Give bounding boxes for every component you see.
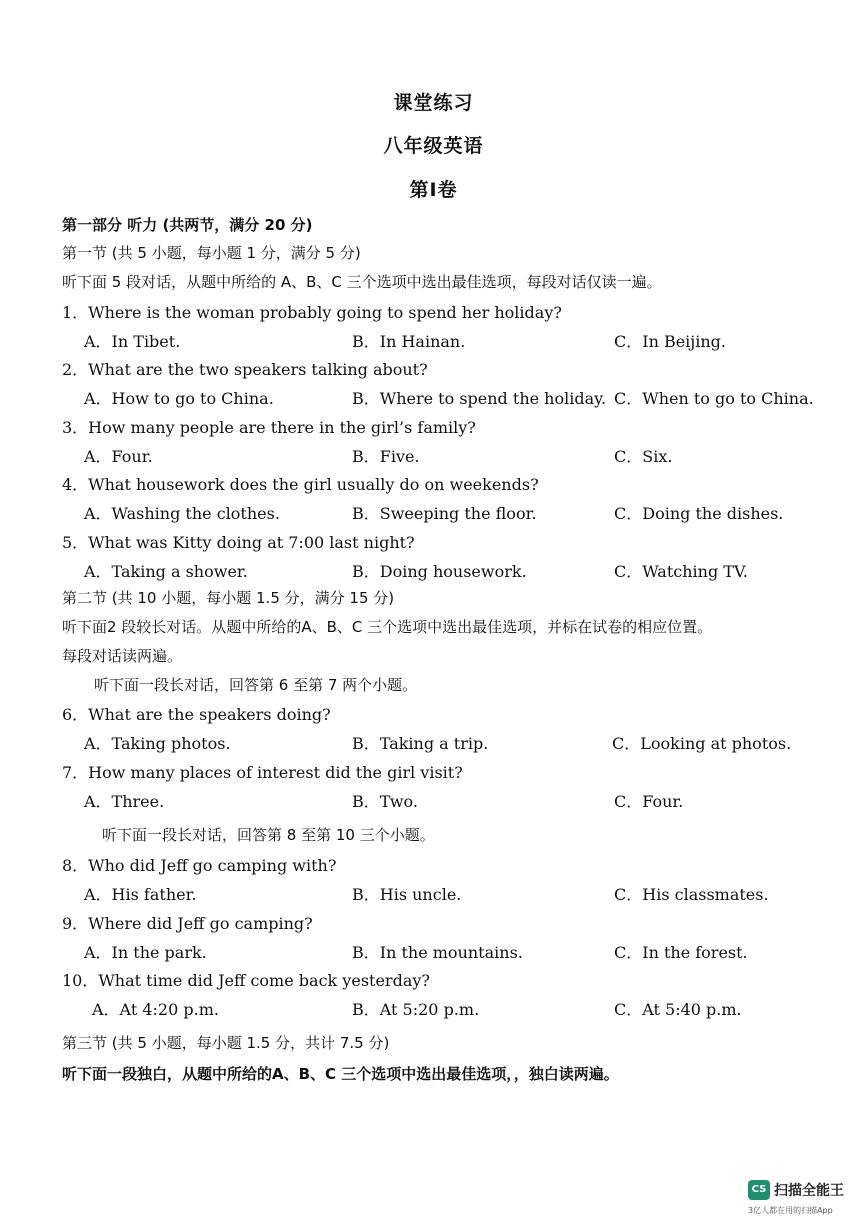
q1-option-c: C．In Beijing.	[614, 332, 727, 351]
worksheet-title: 课堂练习	[393, 92, 474, 114]
question-3: 3．How many people are there in the girl’s family?	[62, 418, 476, 437]
q9-option-c: C．In the forest.	[614, 943, 748, 962]
camscanner-name: 扫描全能王	[774, 1183, 844, 1199]
dialogue-1-instruction: 听下面一段长对话，回答第 6 至第 7 两个小题。	[94, 676, 418, 694]
q5-option-b: B．Doing housework.	[352, 562, 527, 581]
q4-option-a: A．Washing the clothes.	[84, 504, 280, 523]
part1-heading: 第一部分 听力 (共两节，满分 20 分)	[62, 216, 313, 234]
section2-heading: 第二节 (共 10 小题，每小题 1.5 分，满分 15 分)	[62, 589, 395, 607]
q6-option-c: C．Looking at photos.	[612, 734, 792, 753]
question-7: 7．How many places of interest did the girl visit?	[62, 763, 463, 782]
camscanner-logo: CS	[748, 1180, 770, 1200]
q6-option-b: B．Taking a trip.	[352, 734, 489, 753]
section3-heading: 第三节 (共 5 小题，每小题 1.5 分，共计 7.5 分)	[62, 1034, 390, 1052]
section1-heading: 第一节 (共 5 小题，每小题 1 分，满分 5 分)	[62, 244, 361, 262]
q2-option-c: C．When to go to China.	[614, 389, 814, 408]
q7-option-c: C．Four.	[614, 792, 684, 811]
q7-option-b: B．Two.	[352, 792, 418, 811]
q7-option-a: A．Three.	[84, 792, 165, 811]
question-9: 9．Where did Jeff go camping?	[62, 914, 313, 933]
q8-option-c: C．His classmates.	[614, 885, 769, 904]
question-5: 5．What was Kitty doing at 7:00 last night?	[62, 533, 415, 552]
q3-option-a: A．Four.	[84, 447, 153, 466]
q1-option-b: B．In Hainan.	[352, 332, 466, 351]
q9-option-a: A．In the park.	[84, 943, 207, 962]
question-10: 10．What time did Jeff come back yesterday?	[62, 971, 430, 990]
question-6: 6．What are the speakers doing?	[62, 705, 331, 724]
camscanner-tagline: 3亿人都在用的扫描App	[748, 1206, 833, 1215]
q9-option-b: B．In the mountains.	[352, 943, 523, 962]
section3-instructions: 听下面一段独白，从题中所给的A、B、C 三个选项中选出最佳选项，，独白读两遍。	[62, 1065, 619, 1083]
volume-title: 第I卷	[409, 179, 458, 201]
q3-option-c: C．Six.	[614, 447, 673, 466]
q10-option-a: A．At 4:20 p.m.	[92, 1000, 219, 1019]
q10-option-b: B．At 5:20 p.m.	[352, 1000, 480, 1019]
q8-option-b: B．His uncle.	[352, 885, 462, 904]
q2-option-a: A．How to go to China.	[84, 389, 274, 408]
dialogue-2-instruction: 听下面一段长对话，回答第 8 至第 10 三个小题。	[102, 826, 435, 844]
q1-option-a: A．In Tibet.	[84, 332, 181, 351]
question-1: 1．Where is the woman probably going to spend her holiday?	[62, 303, 562, 322]
question-2: 2．What are the two speakers talking about?	[62, 360, 428, 379]
question-8: 8．Who did Jeff go camping with?	[62, 856, 337, 875]
q4-option-c: C．Doing the dishes.	[614, 504, 784, 523]
section1-instructions: 听下面 5 段对话，从题中所给的 A、B、C 三个选项中选出最佳选项，每段对话仅读一遍。	[62, 273, 662, 291]
q6-option-a: A．Taking photos.	[84, 734, 231, 753]
q5-option-a: A．Taking a shower.	[84, 562, 248, 581]
q8-option-a: A．His father.	[84, 885, 197, 904]
question-4: 4．What housework does the girl usually do on weekends?	[62, 475, 539, 494]
q2-option-b: B．Where to spend the holiday.	[352, 389, 607, 408]
q5-option-c: C．Watching TV.	[614, 562, 748, 581]
q4-option-b: B．Sweeping the floor.	[352, 504, 537, 523]
q3-option-b: B．Five.	[352, 447, 420, 466]
section2-instructions: 听下面2 段较长对话。从题中所给的A、B、C 三个选项中选出最佳选项，并标在试卷的相应位置。	[62, 618, 713, 636]
subject-title: 八年级英语	[383, 135, 484, 157]
q10-option-c: C．At 5:40 p.m.	[614, 1000, 742, 1019]
section2-instructions-cont: 每段对话读两遍。	[62, 647, 183, 665]
